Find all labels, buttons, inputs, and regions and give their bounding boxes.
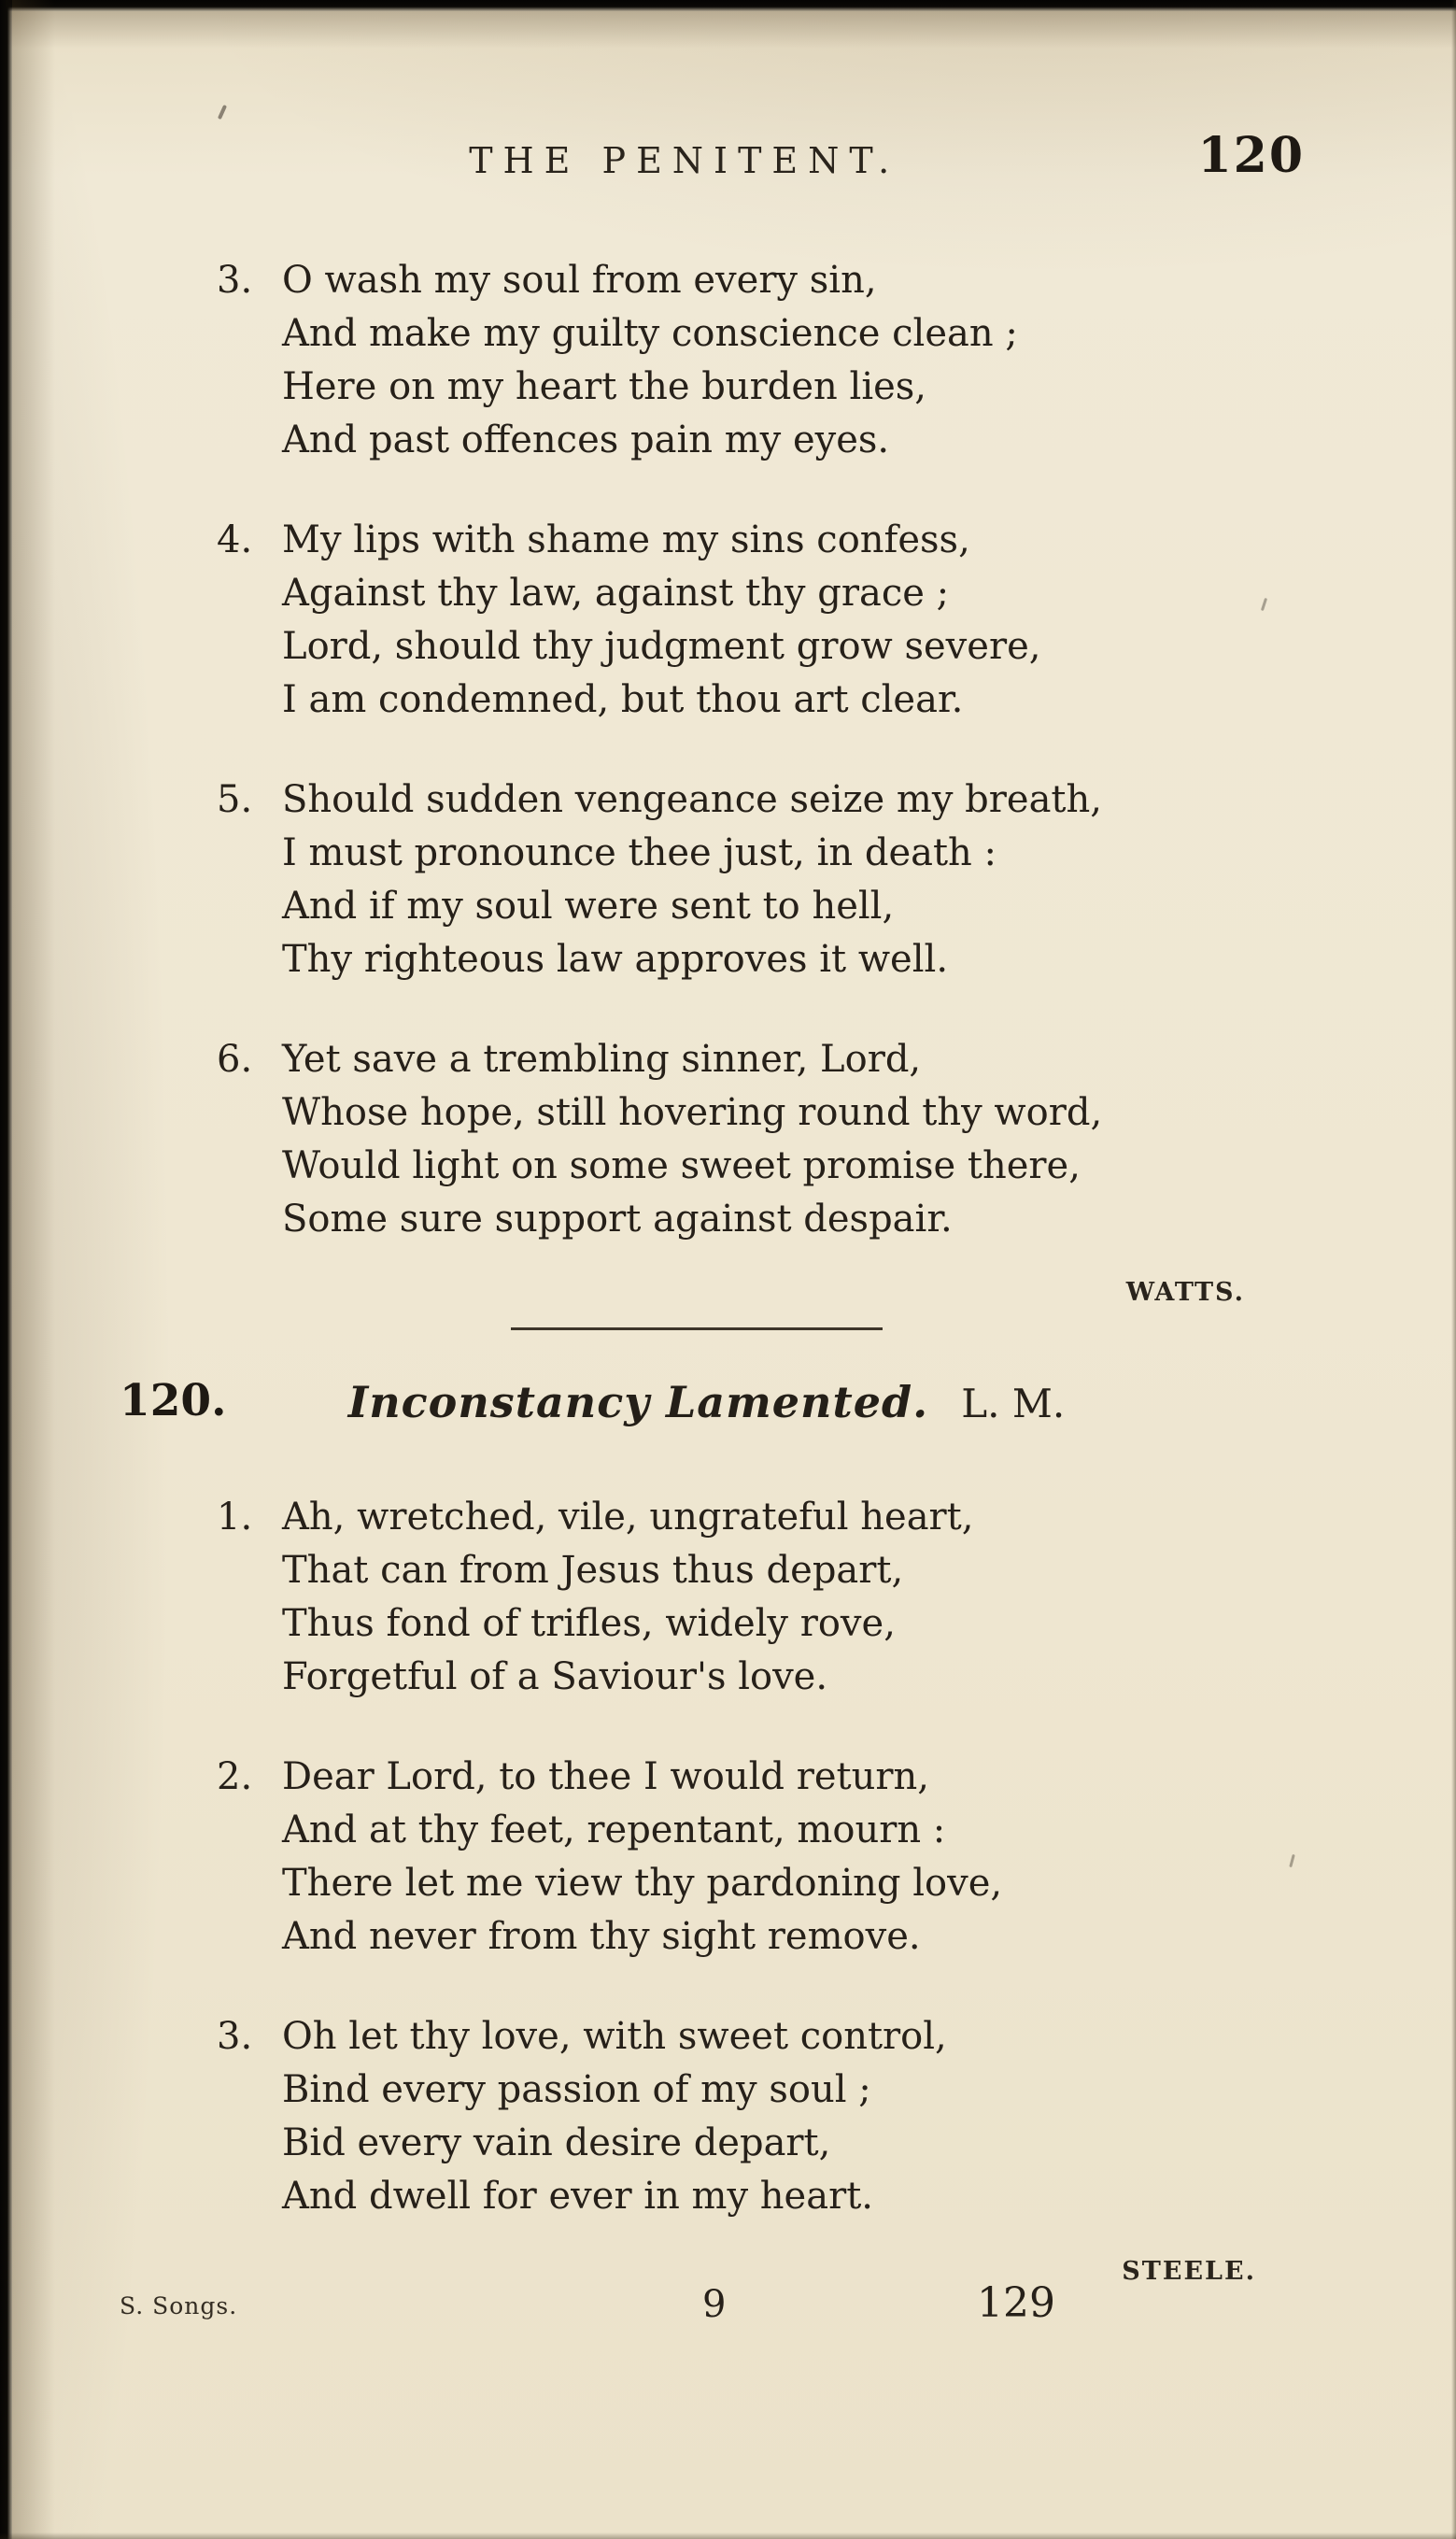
page-footer: [0, 2277, 1456, 2333]
verse-line: Lord, should thy judgment grow severe,: [282, 625, 1041, 668]
verse-number: 2.: [217, 1755, 253, 1798]
verse-line: Would light on some sweet promise there,: [282, 1144, 1081, 1187]
hymn-heading: [0, 1373, 1456, 1444]
verse-line: Bid every vain desire depart,: [282, 2121, 831, 2164]
page-edge-bottom: [0, 2532, 1456, 2539]
verse-lines: [282, 2010, 1316, 2223]
verse-line: Some sure support against despair.: [282, 1198, 953, 1241]
page-edge-right: [1451, 0, 1456, 2539]
page-header: [0, 0, 1456, 217]
verse-lines: [282, 254, 1316, 467]
hymn-meter: L. M.: [961, 1381, 1066, 1426]
verse-line: Oh let thy love, with sweet control,: [282, 2015, 947, 2058]
verse-line: Thy righteous law approves it well.: [282, 938, 949, 981]
verse-lines: [282, 1751, 1316, 1964]
running-title: THE PENITENT.: [469, 140, 900, 181]
verse-lines: [282, 773, 1316, 986]
verse-number: 5.: [217, 778, 253, 821]
verse-line: Dear Lord, to thee I would return,: [282, 1755, 929, 1798]
verse-line: Whose hope, still hovering round thy word,: [282, 1091, 1103, 1134]
author-attribution: WATTS.: [1125, 1278, 1245, 1307]
verse-number: 3.: [217, 259, 253, 302]
verse: [217, 254, 1316, 467]
hymn-number: 120.: [120, 1375, 227, 1426]
first-hymn-text: [217, 254, 1316, 1246]
verse-line: And past offences pain my eyes.: [282, 418, 890, 461]
verse-line: And make my guilty conscience clean ;: [282, 312, 1018, 355]
verse: [217, 514, 1316, 727]
verse-line: That can from Jesus thus depart,: [282, 1549, 904, 1592]
verse-line: And at thy feet, repentant, mourn :: [282, 1809, 946, 1851]
second-hymn-text: [217, 1491, 1316, 2223]
verse-line: Here on my heart the burden lies,: [282, 365, 927, 408]
verse-number: 6.: [217, 1038, 253, 1081]
verse-line: My lips with shame my sins confess,: [282, 518, 970, 561]
verse-line: Forgetful of a Saviour's love.: [282, 1655, 828, 1698]
verse-lines: [282, 1491, 1316, 1704]
page-edge-left-shadow: [12, 0, 55, 2539]
verse: [217, 1033, 1316, 1246]
verse-line: Against thy law, against thy grace ;: [282, 572, 950, 615]
verse: [217, 1491, 1316, 1704]
verse-line: And dwell for ever in my heart.: [282, 2175, 873, 2218]
verse-number: 1.: [217, 1496, 253, 1539]
footer-signature: S. Songs.: [120, 2292, 238, 2319]
page-number: 120: [1197, 127, 1305, 184]
verse-lines: [282, 1033, 1316, 1246]
verse-line: Bind every passion of my soul ;: [282, 2068, 871, 2111]
verse-line: Ah, wretched, vile, ungrateful heart,: [282, 1496, 974, 1539]
section-divider: [511, 1327, 883, 1330]
verse-line: Should sudden vengeance seize my breath,: [282, 778, 1102, 821]
hymn-title: Inconstancy Lamented.: [347, 1377, 929, 1427]
verse-number: 4.: [217, 518, 253, 561]
footer-page-number: 129: [977, 2279, 1055, 2327]
verse-line: Yet save a trembling sinner, Lord,: [282, 1038, 922, 1081]
page-edge-left: [0, 0, 12, 2539]
verse-line: Thus fond of trifles, widely rove,: [282, 1602, 896, 1645]
verse-line: And if my soul were sent to hell,: [282, 885, 895, 928]
hymn-title-group: [348, 1377, 1066, 1427]
verse-lines: [282, 514, 1316, 727]
verse: [217, 773, 1316, 986]
verse-line: There let me view thy pardoning love,: [282, 1862, 1003, 1905]
verse-line: O wash my soul from every sin,: [282, 259, 877, 302]
verse: [217, 2010, 1316, 2223]
verse: [217, 1751, 1316, 1964]
verse-line: I must pronounce thee just, in death :: [282, 831, 997, 874]
footer-gathering-number: 9: [702, 2283, 727, 2326]
verse-line: And never from thy sight remove.: [282, 1915, 921, 1958]
verse-number: 3.: [217, 2015, 253, 2058]
author-attribution: STEELE.: [1122, 2257, 1256, 2286]
verse-line: I am condemned, but thou art clear.: [282, 678, 964, 721]
